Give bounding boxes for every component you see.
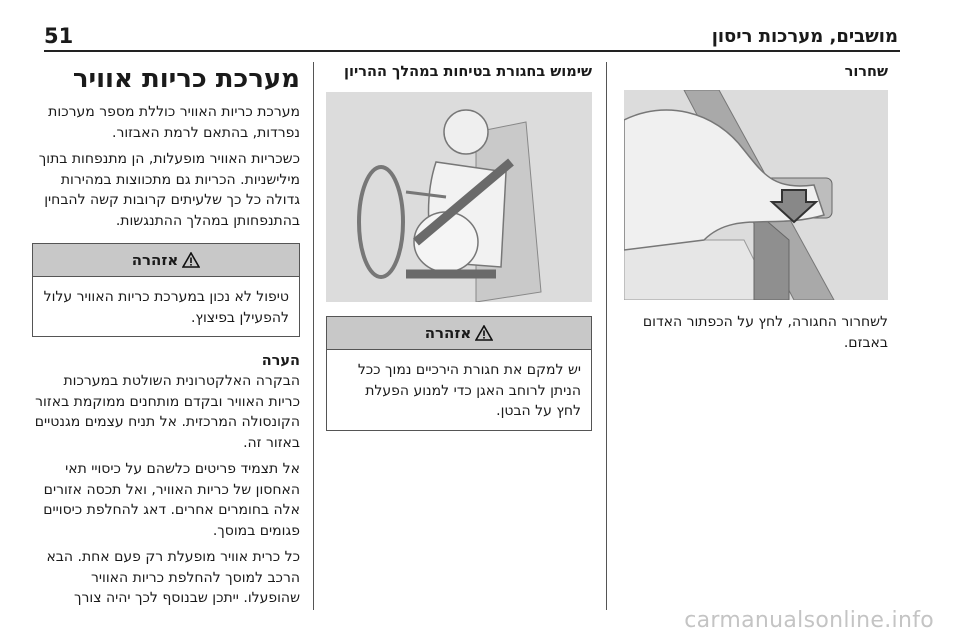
buckle-hand-image xyxy=(624,90,888,300)
warning-triangle-icon xyxy=(475,325,493,341)
page-number: 51 xyxy=(44,24,74,48)
warning-text: יש למקם את חגורת הירכיים נמוך ככל הניתן לרוחב האגן כדי למנוע הפעלת לחץ על הבטן. xyxy=(357,362,581,419)
pregnant-driver-image xyxy=(326,92,592,302)
airbag-paragraph-1: מערכת כריות האוויר כוללת מספר מערכות נפרדות, בהתאם לרמת האבזור. xyxy=(48,104,300,141)
column-release xyxy=(622,62,888,353)
section-title-airbags: מערכת כריות אוויר xyxy=(72,64,300,94)
warning-heading: אזהרה xyxy=(424,324,472,342)
column-airbags xyxy=(32,62,300,615)
note-heading: הערה xyxy=(261,353,300,369)
airbag-paragraph-2: כשכריות האוויר מופעלות, הן מתנפחות בתוך מילישניות. הכריות גם מתכווצות במהירות גדולה כל כך שלעיתים קרובות קשה להבחין בהתנפחותן במהלך ההתנגשות. xyxy=(38,151,300,229)
warning-heading: אזהרה xyxy=(131,251,179,269)
note-paragraph-2: אל תצמיד פריטים כלשהם על כיסויי תאי האחסון של כריות האוויר, ואל תכסה אזורים אלה בחומרים אחרים. דאג להחלפת כיסויים פגומים במוסך. xyxy=(43,461,300,539)
note-paragraph-1: הבקרה האלקטרונית השולטת במערכות כריות האוויר ובקדם מותחנים ממוקמת באזור הקונסולה המרכזית. אל תניח עצמים מגנטיים באזור זה. xyxy=(34,373,300,451)
page-header xyxy=(44,24,900,50)
section-title-pregnancy: שימוש בחגורת בטיחות במהלך ההריון xyxy=(344,64,592,80)
buckle-release-illustration xyxy=(624,90,888,300)
pregnancy-warning-box xyxy=(326,316,592,431)
header-rule xyxy=(44,50,900,52)
warning-text: טיפול לא נכון במערכת כריות האוויר עלול להפעילן בפיצוץ. xyxy=(43,289,289,326)
airbag-warning-box xyxy=(32,243,300,337)
header-title: מושבים, מערכות ריסון xyxy=(711,26,898,47)
warning-triangle-icon xyxy=(182,252,200,268)
release-caption: לשחרור החגורה, לחץ על הכפתור האדום באבזם. xyxy=(642,314,888,351)
note-paragraph-3: כל כרית אוויר מופעלת רק פעם אחת. הבא הרכב למוסך להחלפת כריות האוויר שהופעלו. ייתכן שבנוסף לכך יהיה צורך xyxy=(46,549,300,606)
column-divider-right xyxy=(606,62,607,610)
column-pregnancy xyxy=(326,62,592,431)
warning-header xyxy=(33,244,299,277)
watermark: carmanualsonline.info xyxy=(684,608,934,633)
warning-header xyxy=(327,317,591,350)
pregnant-seatbelt-illustration xyxy=(326,92,592,302)
section-title-release: שחרור xyxy=(844,64,888,80)
column-divider-left xyxy=(313,62,314,610)
